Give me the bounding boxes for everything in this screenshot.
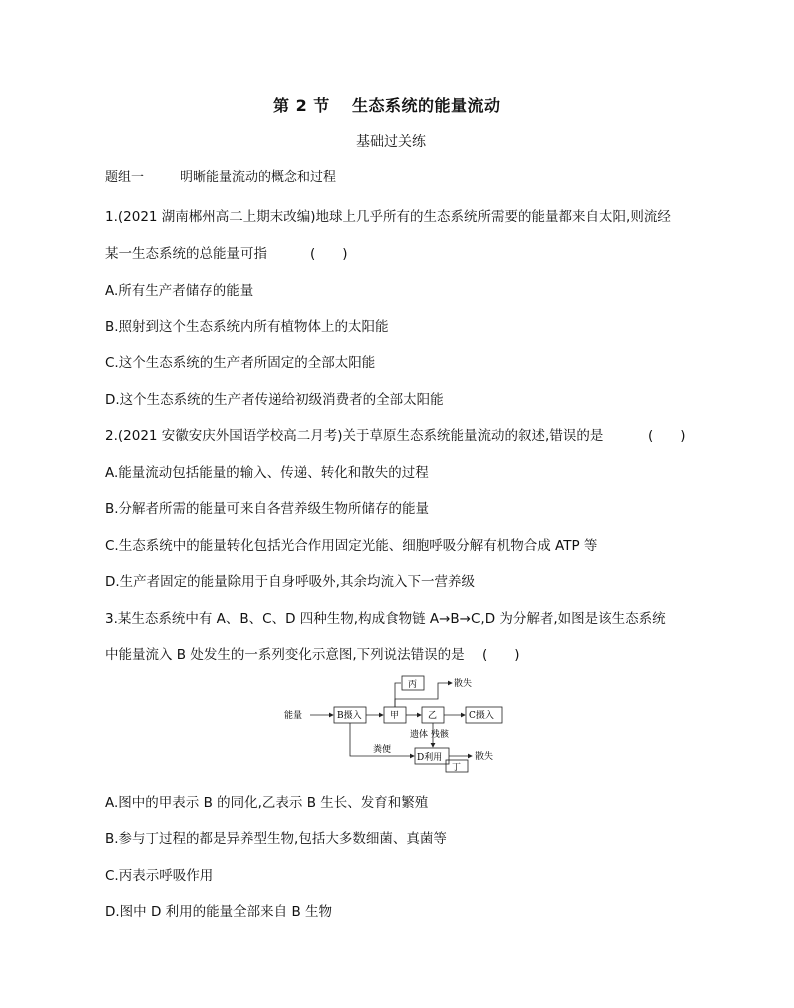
q2-option-d: D.生产者固定的能量除用于自身呼吸外,其余均流入下一营养级 [105,574,475,590]
page-title: 生态系统的能量流动 [352,96,501,115]
group-title: 明晰能量流动的概念和过程 [180,170,337,185]
q1-option-c: C.这个生态系统的生产者所固定的全部太阳能 [105,355,376,371]
q3-option-a: A.图中的甲表示 B 的同化,乙表示 B 生长、发育和繁殖 [105,795,429,811]
label-c-intake: C摄入 [469,711,494,721]
label-ding: 丁 [452,763,462,773]
q3-answer-bracket: ( ) [482,647,520,663]
label-loss-bottom: 散失 [475,752,494,762]
q2-answer-bracket: ( ) [648,428,686,444]
q3-option-c: C.丙表示呼吸作用 [105,868,214,884]
group-label: 题组一 [105,170,145,185]
label-feces: 粪便 [373,745,392,755]
label-b-intake: B摄入 [337,711,362,721]
section-number: 第 2 节 [273,96,330,115]
label-d-use: D利用 [417,753,443,763]
q1-option-d: D.这个生态系统的生产者传递给初级消费者的全部太阳能 [105,392,444,408]
q2-option-c: C.生态系统中的能量转化包括光合作用固定光能、细胞呼吸分解有机物合成 ATP 等 [105,538,598,554]
page-subtitle: 基础过关练 [356,134,426,150]
q3-stem-line1: 3.某生态系统中有 A、B、C、D 四种生物,构成食物链 A→B→C,D 为分解者,如图是该生态系统 [105,611,666,627]
q1-stem-line1: 1.(2021 湖南郴州高二上期末改编)地球上几乎所有的生态系统所需要的能量都来自太阳,则流经 [105,209,671,225]
q2-option-a: A.能量流动包括能量的输入、传递、转化和散失的过程 [105,465,429,481]
q2-stem: 2.(2021 安徽安庆外国语学校高二月考)关于草原生态系统能量流动的叙述,错误的是 [105,428,604,444]
energy-flow-diagram [280,672,510,780]
q3-option-b: B.参与丁过程的都是异养型生物,包括大多数细菌、真菌等 [105,831,447,847]
q2-option-b: B.分解者所需的能量可来自各营养级生物所储存的能量 [105,501,430,517]
label-bing: 丙 [408,680,418,690]
label-loss-top: 散失 [454,679,473,689]
q1-option-a: A.所有生产者储存的能量 [105,283,254,299]
q3-option-d: D.图中 D 利用的能量全部来自 B 生物 [105,904,333,920]
q1-stem-line2: 某一生态系统的总能量可指 [105,246,267,262]
label-jia: 甲 [390,711,400,721]
label-remains: 遗体 残骸 [410,730,449,740]
label-energy: 能量 [284,711,303,721]
q3-stem-line2: 中能量流入 B 处发生的一系列变化示意图,下列说法错误的是 [105,647,465,663]
q1-option-b: B.照射到这个生态系统内所有植物体上的太阳能 [105,319,389,335]
label-yi: 乙 [428,711,438,721]
q1-answer-bracket: ( ) [310,246,348,262]
